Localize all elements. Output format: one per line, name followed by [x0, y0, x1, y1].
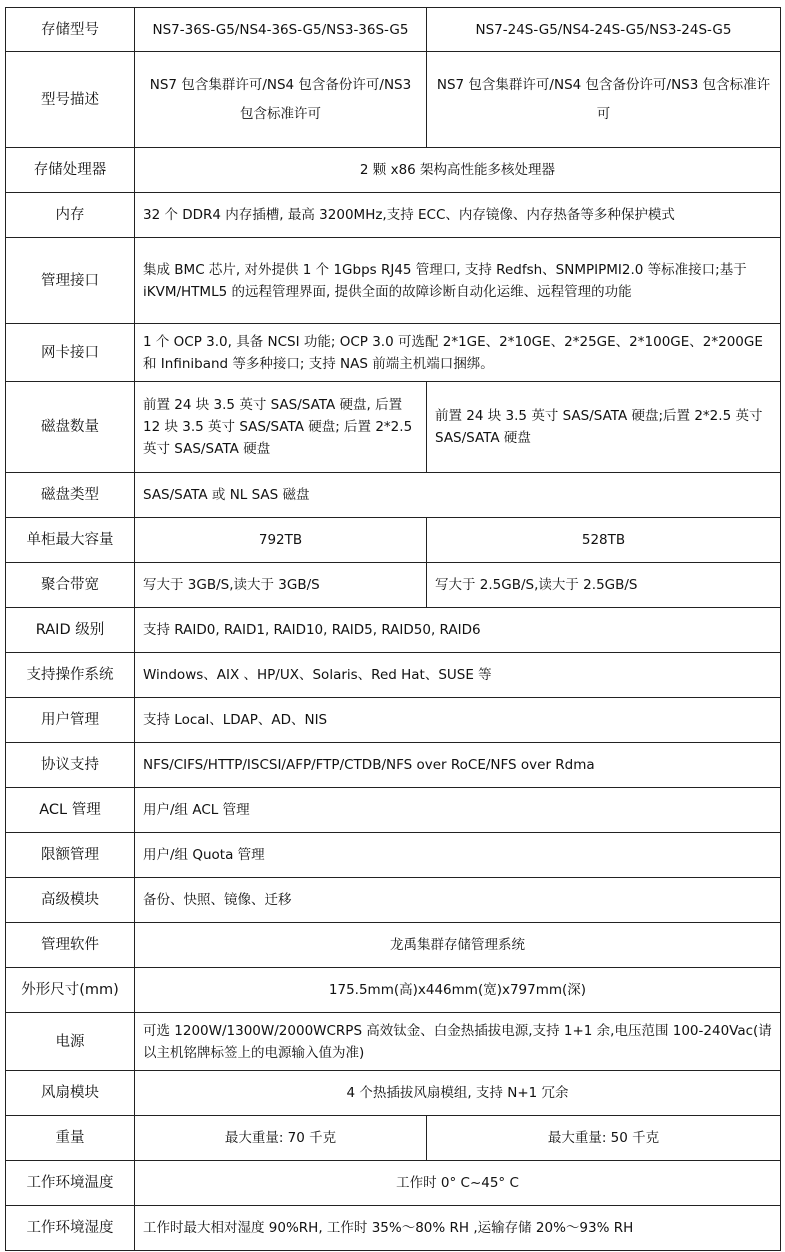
value-cell: 最大重量: 70 千克: [135, 1116, 427, 1161]
row-label: 聚合带宽: [6, 563, 135, 608]
row-label: 管理软件: [6, 923, 135, 968]
table-row: [6, 923, 781, 968]
table-row: [6, 608, 781, 653]
row-label: RAID 级别: [6, 608, 135, 653]
value-cell: 175.5mm(高)x446mm(宽)x797mm(深): [135, 968, 781, 1013]
value-cell: 用户/组 ACL 管理: [135, 788, 781, 833]
value-cell: 支持 Local、LDAP、AD、NIS: [135, 698, 781, 743]
row-label: 磁盘数量: [6, 382, 135, 473]
value-cell: 528TB: [427, 518, 781, 563]
value-cell: 用户/组 Quota 管理: [135, 833, 781, 878]
value-cell: 前置 24 块 3.5 英寸 SAS/SATA 硬盘;后置 2*2.5 英寸 SAS/SATA 硬盘: [427, 382, 781, 473]
value-cell: 工作时 0° C~45° C: [135, 1161, 781, 1206]
table-row: [6, 833, 781, 878]
table-row: [6, 518, 781, 563]
value-cell: Windows、AIX 、HP/UX、Solaris、Red Hat、SUSE 等: [135, 653, 781, 698]
table-row: [6, 238, 781, 324]
value-cell: NS7-36S-G5/NS4-36S-G5/NS3-36S-G5: [135, 8, 427, 52]
value-cell: 集成 BMC 芯片, 对外提供 1 个 1Gbps RJ45 管理口, 支持 Redfsh、SNMPIPMI2.0 等标准接口;基于 iKVM/HTML5 的远程管理界面, 提供全面的故障诊断自动化运维、远程管理的功能: [135, 238, 781, 324]
row-label: 风扇模块: [6, 1071, 135, 1116]
value-cell: 32 个 DDR4 内存插槽, 最高 3200MHz,支持 ECC、内存镜像、内存热备等多种保护模式: [135, 193, 781, 238]
row-label: 协议支持: [6, 743, 135, 788]
table-row: [6, 968, 781, 1013]
table-row: [6, 563, 781, 608]
row-label: 外形尺寸(mm): [6, 968, 135, 1013]
value-cell: 支持 RAID0, RAID1, RAID10, RAID5, RAID50, RAID6: [135, 608, 781, 653]
table-row: [6, 8, 781, 52]
row-label: 存储处理器: [6, 148, 135, 193]
row-label: 磁盘类型: [6, 473, 135, 518]
value-cell: 最大重量: 50 千克: [427, 1116, 781, 1161]
value-cell: NFS/CIFS/HTTP/ISCSI/AFP/FTP/CTDB/NFS over RoCE/NFS over Rdma: [135, 743, 781, 788]
value-cell: 前置 24 块 3.5 英寸 SAS/SATA 硬盘, 后置 12 块 3.5 英寸 SAS/SATA 硬盘; 后置 2*2.5 英寸 SAS/SATA 硬盘: [135, 382, 427, 473]
table-row: [6, 878, 781, 923]
row-label: 网卡接口: [6, 324, 135, 382]
table-row: [6, 382, 781, 473]
row-label: 型号描述: [6, 52, 135, 148]
table-row: [6, 1071, 781, 1116]
table-row: [6, 473, 781, 518]
table-row: [6, 743, 781, 788]
table-row: [6, 1206, 781, 1251]
value-cell: 2 颗 x86 架构高性能多核处理器: [135, 148, 781, 193]
row-label: 高级模块: [6, 878, 135, 923]
row-label: 用户管理: [6, 698, 135, 743]
table-row: [6, 193, 781, 238]
table-row: [6, 1013, 781, 1071]
row-label: 重量: [6, 1116, 135, 1161]
value-cell: 可选 1200W/1300W/2000WCRPS 高效钛金、白金热插拔电源,支持 1+1 余,电压范围 100-240Vac(请以主机铭牌标签上的电源输入值为准): [135, 1013, 781, 1071]
value-cell: 备份、快照、镜像、迁移: [135, 878, 781, 923]
row-label: 单柜最大容量: [6, 518, 135, 563]
row-label: 内存: [6, 193, 135, 238]
value-cell: 792TB: [135, 518, 427, 563]
value-cell: 4 个热插拔风扇模组, 支持 N+1 冗余: [135, 1071, 781, 1116]
value-cell: NS7-24S-G5/NS4-24S-G5/NS3-24S-G5: [427, 8, 781, 52]
table-row: [6, 1116, 781, 1161]
table-row: [6, 148, 781, 193]
value-cell: NS7 包含集群许可/NS4 包含备份许可/NS3 包含标准许可: [427, 52, 781, 148]
row-label: 工作环境湿度: [6, 1206, 135, 1251]
table-row: [6, 1161, 781, 1206]
value-cell: NS7 包含集群许可/NS4 包含备份许可/NS3 包含标准许可: [135, 52, 427, 148]
value-cell: 龙禹集群存储管理系统: [135, 923, 781, 968]
value-cell: 1 个 OCP 3.0, 具备 NCSI 功能; OCP 3.0 可选配 2*1GE、2*10GE、2*25GE、2*100GE、2*200GE 和 Infiniband 等多种接口; 支持 NAS 前端主机端口捆绑。: [135, 324, 781, 382]
value-cell: 写大于 3GB/S,读大于 3GB/S: [135, 563, 427, 608]
row-label: 存储型号: [6, 8, 135, 52]
row-label: 限额管理: [6, 833, 135, 878]
row-label: 支持操作系统: [6, 653, 135, 698]
row-label: 电源: [6, 1013, 135, 1071]
table-row: [6, 653, 781, 698]
table-row: [6, 698, 781, 743]
table-row: [6, 788, 781, 833]
row-label: 管理接口: [6, 238, 135, 324]
row-label: ACL 管理: [6, 788, 135, 833]
spec-table: [5, 7, 781, 1251]
table-row: [6, 52, 781, 148]
value-cell: 写大于 2.5GB/S,读大于 2.5GB/S: [427, 563, 781, 608]
value-cell: 工作时最大相对湿度 90%RH, 工作时 35%～80% RH ,运输存储 20%～93% RH: [135, 1206, 781, 1251]
table-row: [6, 324, 781, 382]
value-cell: SAS/SATA 或 NL SAS 磁盘: [135, 473, 781, 518]
row-label: 工作环境温度: [6, 1161, 135, 1206]
